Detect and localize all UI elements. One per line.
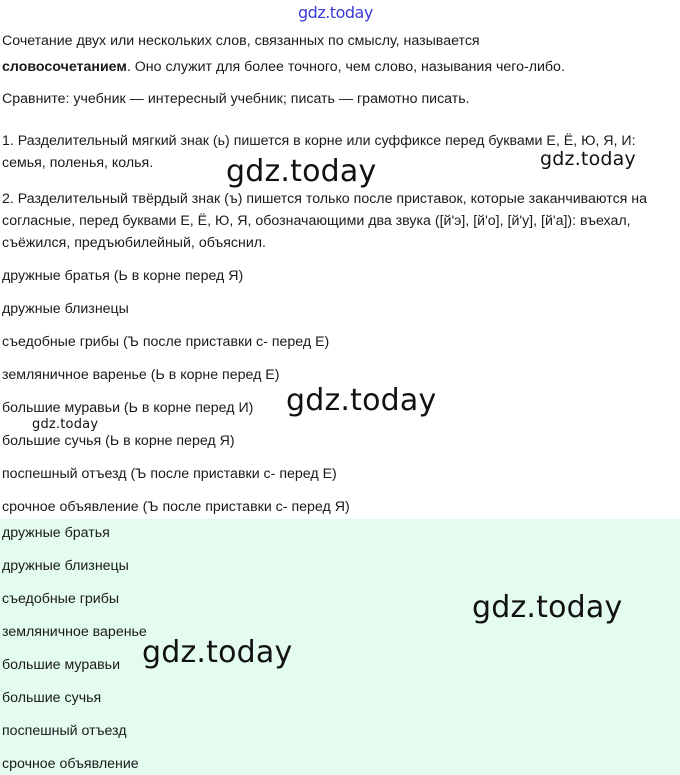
list-item: срочное объявление — [2, 756, 139, 772]
watermark: gdz.today — [226, 154, 377, 189]
watermark: gdz.today — [142, 635, 293, 670]
list-item: большие сучья — [2, 690, 102, 706]
list-item: дружные близнецы — [2, 301, 129, 317]
list-item: срочное объявление (Ъ после приставки с- перед Я) — [2, 499, 350, 515]
list-item: земляничное варенье (Ь в корне перед Е) — [2, 367, 280, 383]
list-item: дружные братья (Ь в корне перед Я) — [2, 268, 244, 284]
intro-line-1: Сочетание двух или нескольких слов, связанных по смыслу, называется — [2, 33, 480, 49]
intro-paragraph — [2, 28, 678, 80]
compare-line: Сравните: учебник — интересный учебник; писать — грамотно писать. — [2, 91, 470, 107]
list-item: большие сучья (Ь в корне перед Я) — [2, 433, 235, 449]
list-item: дружные братья — [2, 525, 110, 541]
intro-line-2: . Оно служит для более точного, чем слово, называния чего-либо. — [126, 59, 565, 75]
list-item: большие муравьи — [2, 657, 120, 673]
watermark: gdz.today — [32, 417, 99, 432]
watermark: gdz.today — [540, 148, 636, 170]
watermark-top: gdz.today — [298, 3, 373, 22]
list-item: поспешный отъезд — [2, 723, 127, 739]
list-item: земляничное варенье — [2, 624, 147, 640]
list-item: съедобные грибы — [2, 591, 120, 607]
list-item: большие муравьи (Ь в корне перед И) — [2, 400, 254, 416]
watermark: gdz.today — [472, 590, 623, 625]
list-item: поспешный отъезд (Ъ после приставки с- перед Е) — [2, 466, 337, 482]
list-item: съедобные грибы (Ъ после приставки с- перед Е) — [2, 334, 330, 350]
rule-2: 2. Разделительный твёрдый знак (ъ) пишется только после приставок, которые заканчиваются на согласные, перед буквами Е, Ё, Ю, Я, обозначающими два звука ([й'э], [й'о], [й'у], [й'а]): въехал, съёжился, предъюбилейный, объяснил. — [2, 191, 648, 251]
list-item: дружные близнецы — [2, 558, 129, 574]
watermark: gdz.today — [286, 383, 437, 418]
term-bold: словосочетанием — [2, 59, 127, 75]
rule-1: 1. Разделительный мягкий знак (ь) пишется в корне или суффиксе перед буквами Е, Ё, Ю, Я, И: семья, поленья, колья. — [2, 133, 636, 171]
